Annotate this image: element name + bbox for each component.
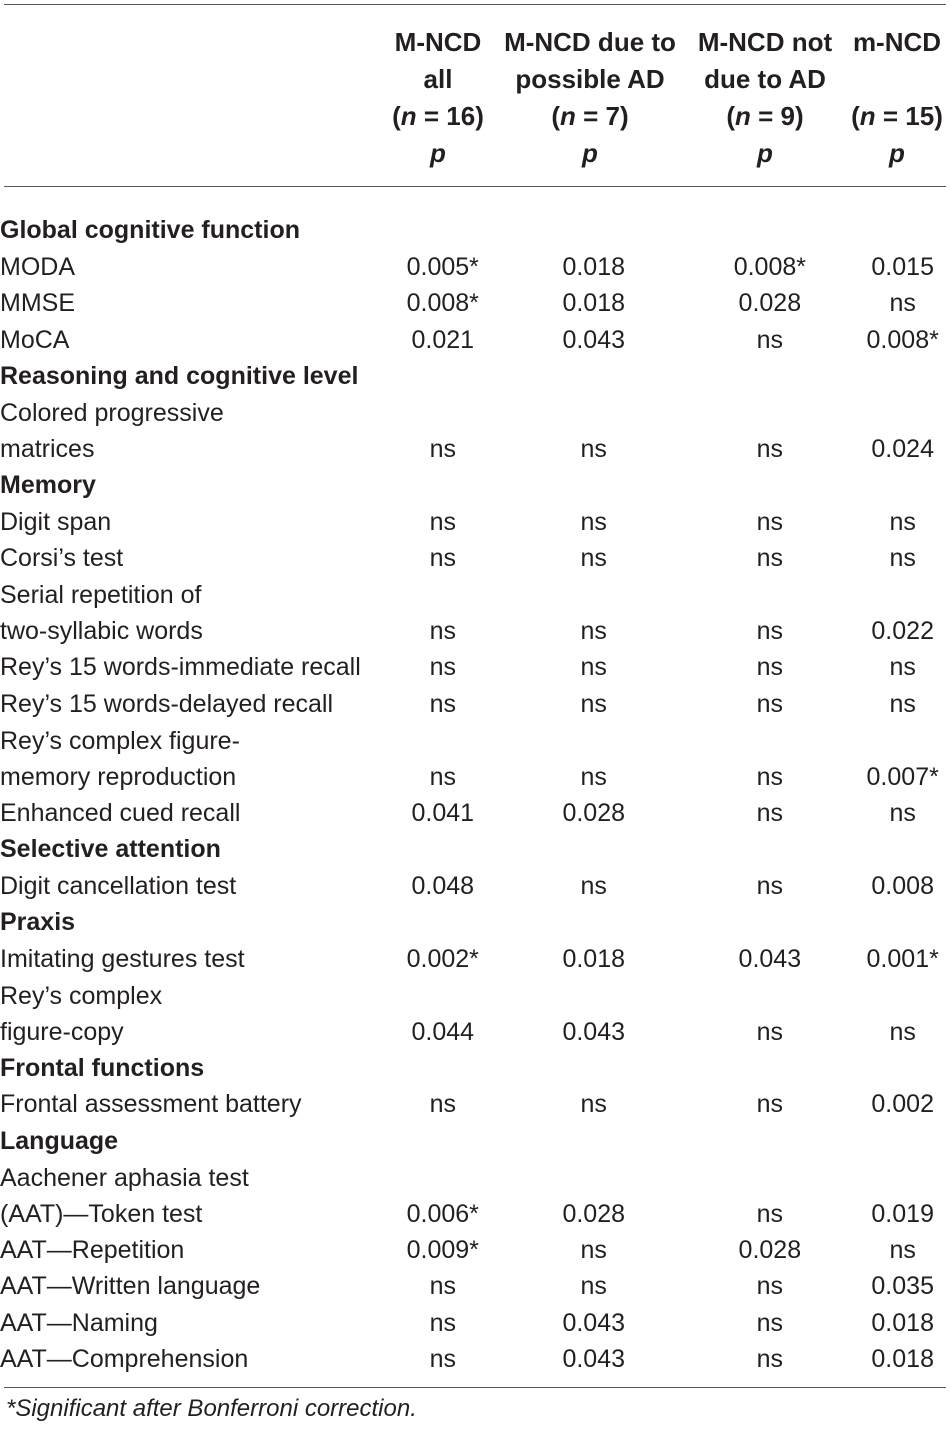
p-value-cell: ns [580,762,607,791]
row-label-line2: two-syllabic words [0,617,203,645]
p-value-cell: 0.022 [871,617,934,645]
row-label: Enhanced cued recall [0,798,241,827]
row-label: Digit span [0,507,112,536]
section-heading: Language [0,1126,119,1155]
p-value-cell: ns [889,1235,916,1264]
table-row [0,649,950,686]
p-value-cell: ns [889,544,916,572]
p-value-cell: ns [429,1308,456,1337]
section-row [0,358,950,395]
p-value-cell: 0.028 [738,289,802,317]
p-value-cell: 0.043 [562,1308,625,1337]
row-label: Digit cancellation test [0,871,237,900]
p-value-cell: 0.018 [871,1345,934,1373]
p-value-cell: ns [756,1345,784,1373]
footnote: *Significant after Bonferroni correction. [6,1395,417,1422]
p-value-cell: 0.008* [866,325,939,354]
row-label: AAT—Written language [0,1272,261,1300]
p-value-cell: 0.018 [562,944,625,973]
row-label: AAT—Comprehension [0,1345,249,1373]
section-row [0,1050,950,1087]
header-col-mncd-not-ad: M-NCD not due to AD (n = 9) p [697,27,833,168]
p-value-cell: 0.028 [738,1235,802,1264]
p-value-cell: ns [889,798,916,827]
row-label: Rey’s 15 words-immediate recall [0,653,361,681]
row-label [0,395,382,468]
p-value-cell: 0.021 [411,325,475,354]
p-value-cell: ns [889,653,916,681]
p-value-cell: 0.028 [562,798,625,827]
p-value-cell: ns [756,1199,784,1228]
p-value-cell: 0.008* [406,289,479,317]
header-col-m-ncd: m-NCD (n = 15) p [851,27,943,168]
section-heading: Praxis [0,908,76,936]
table-row [0,395,950,468]
p-value-cell: ns [580,1272,607,1300]
table-row [0,1232,950,1269]
p-value-cell: ns [580,435,607,463]
p-value-cell: ns [429,1090,456,1118]
row-label: Rey’s 15 words-delayed recall [0,689,334,718]
p-value-cell: ns [429,762,456,791]
section-heading: Frontal functions [0,1053,205,1082]
row-label: Frontal assessment battery [0,1090,302,1118]
table-row [0,1086,950,1123]
table-row [0,1341,950,1378]
section-row [0,1123,950,1160]
table-row [0,504,950,541]
table-row [0,1305,950,1342]
row-label-line1: Rey’s complex figure- [0,726,240,755]
row-label: AAT—Naming [0,1308,158,1337]
p-value-cell: 0.043 [562,325,625,354]
table-row [0,722,950,795]
p-value-cell: ns [756,1272,784,1300]
row-label: Corsi’s test [0,544,124,572]
table-row [0,322,950,359]
p-value-cell: ns [889,289,916,317]
top-rule [4,4,946,5]
row-label-line2: memory reproduction [0,762,237,791]
p-value-cell: ns [756,653,784,681]
p-value-cell: 0.043 [738,944,802,973]
table-row [0,977,950,1050]
p-value-cell: ns [580,871,607,900]
p-value-cell: ns [580,617,607,645]
row-label: MMSE [0,289,75,317]
p-value-cell: 0.015 [871,252,934,281]
p-value-cell: ns [756,617,784,645]
table-header [0,24,950,174]
row-label-line1: Colored progressive [0,399,224,427]
p-value-cell: 0.008* [733,252,806,281]
p-value-cell: ns [889,507,916,536]
p-value-cell: 0.005* [406,252,479,281]
row-label [0,977,382,1050]
table-row [0,577,950,650]
p-value-cell: ns [429,653,456,681]
p-value-cell: ns [889,1017,916,1046]
p-value-cell: ns [756,689,784,718]
table-row [0,941,950,978]
p-value-cell: ns [756,1090,784,1118]
row-label: Imitating gestures test [0,944,245,973]
p-value-cell: 0.002 [871,1090,934,1118]
p-value-cell: ns [756,544,784,572]
table-row [0,1159,950,1232]
p-value-cell: ns [580,1235,607,1264]
row-label-line1: Rey’s complex [0,981,163,1010]
row-label-line1: Aachener aphasia test [0,1163,249,1192]
row-label [0,722,382,795]
p-value-cell: 0.001* [866,944,939,973]
p-value-cell: 0.028 [562,1199,625,1228]
p-value-cell: ns [756,435,784,463]
p-value-cell: 0.043 [562,1017,625,1046]
p-value-cell: ns [429,1272,456,1300]
row-label: MoCA [0,325,70,354]
row-label [0,1159,382,1232]
section-heading: Selective attention [0,835,221,863]
bottom-rule [4,1387,946,1388]
row-label-line2: (AAT)—Token test [0,1199,203,1228]
p-value-cell: ns [580,507,607,536]
table-row [0,249,950,286]
table-row [0,868,950,905]
p-value-cell: ns [756,798,784,827]
p-value-cell: ns [429,617,456,645]
p-value-cell: 0.043 [562,1345,625,1373]
section-row [0,467,950,504]
p-value-cell: 0.007* [866,762,939,791]
p-value-cell: 0.035 [871,1272,934,1300]
p-value-cell: ns [756,325,784,354]
p-value-cell: 0.048 [411,871,475,900]
p-value-cell: 0.041 [411,798,475,827]
section-row [0,904,950,941]
section-row [0,831,950,868]
p-value-cell: ns [580,544,607,572]
section-heading: Memory [0,471,96,499]
row-label-line2: matrices [0,435,95,463]
p-value-cell: 0.009* [406,1235,479,1264]
section-heading: Reasoning and cognitive level [0,362,359,390]
p-value-cell: 0.002* [406,944,479,973]
table-row [0,540,950,577]
header-rule [4,186,946,187]
table-row [0,795,950,832]
row-label-line2: figure-copy [0,1017,124,1046]
p-value-cell: ns [580,653,607,681]
table-row [0,686,950,723]
p-value-cell: 0.008 [871,871,934,900]
row-label: AAT—Repetition [0,1235,185,1264]
p-value-cell: ns [429,544,456,572]
p-value-cell: 0.019 [871,1199,934,1228]
table-row [0,285,950,322]
p-value-cell: 0.018 [562,289,625,317]
row-label: MODA [0,252,75,281]
p-value-cell: ns [756,762,784,791]
p-value-cell: ns [429,689,456,718]
p-value-cell: ns [580,689,607,718]
table-body [0,212,950,1378]
p-value-cell: 0.006* [406,1199,479,1228]
row-label [0,577,382,650]
section-row [0,212,950,249]
p-value-cell: 0.018 [871,1308,934,1337]
p-value-cell: ns [429,507,456,536]
p-value-cell: ns [756,1308,784,1337]
p-value-cell: ns [889,689,916,718]
p-value-cell: 0.044 [411,1017,475,1046]
header-col-mncd-all: M-NCD all (n = 16) p [392,27,484,168]
header-col-mncd-ad: M-NCD due to possible AD (n = 7) p [504,27,676,168]
table-row [0,1268,950,1305]
p-value-cell: ns [429,1345,456,1373]
p-value-cell: ns [756,871,784,900]
p-value-cell: ns [756,1017,784,1046]
section-heading: Global cognitive function [0,216,300,244]
p-value-cell: ns [429,435,456,463]
p-value-cell: ns [756,507,784,536]
p-value-cell: 0.018 [562,252,625,281]
p-value-cell: ns [580,1090,607,1118]
row-label-line1: Serial repetition of [0,581,202,609]
p-value-cell: 0.024 [871,435,934,463]
